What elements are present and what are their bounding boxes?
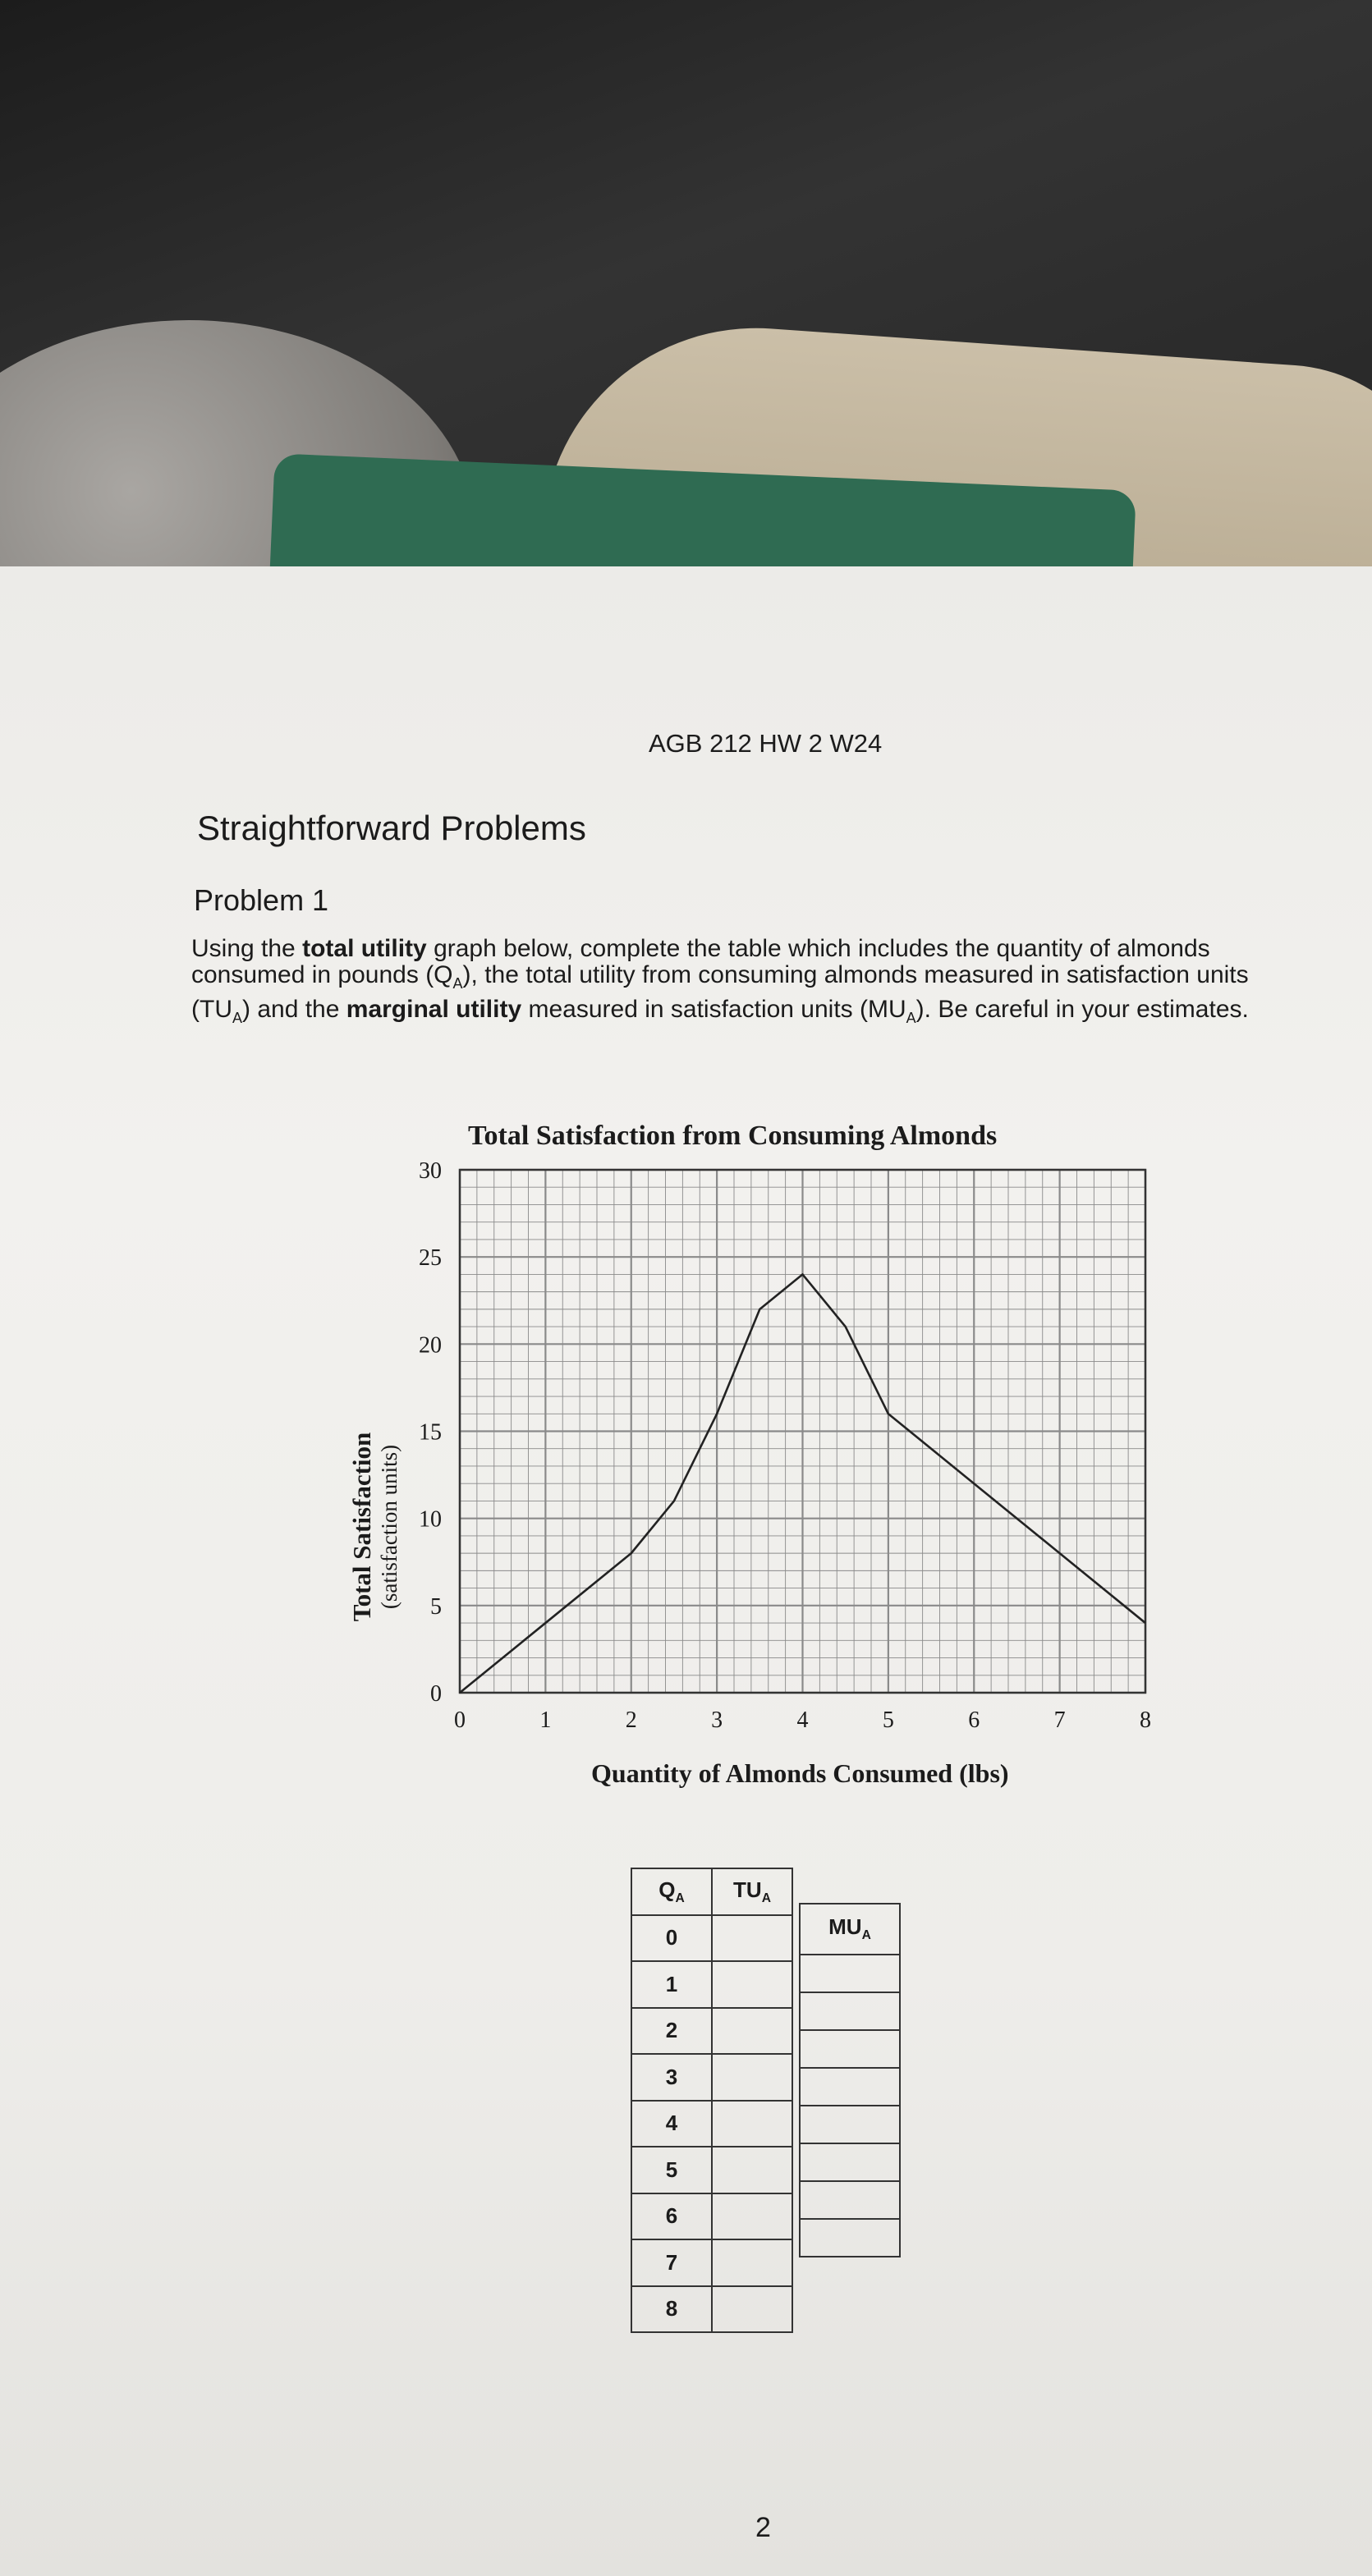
instruction-segment: ). Be careful in your estimates. xyxy=(915,996,1249,1023)
tu-header: $TU_A$ xyxy=(712,1868,792,1915)
mu-answer-cell[interactable] xyxy=(800,1992,900,2030)
page-header: AGB 212 HW 2 W24 xyxy=(649,729,883,758)
x-tick-label: 3 xyxy=(711,1707,723,1733)
table-row xyxy=(800,2181,900,2219)
y-tick-label: 25 xyxy=(419,1245,442,1272)
y-tick-label: 20 xyxy=(419,1332,442,1359)
q-cell: 6 xyxy=(631,2193,712,2240)
table-row xyxy=(631,2147,792,2193)
table-row xyxy=(800,2106,900,2143)
instruction-segment: A xyxy=(906,1010,916,1026)
mu-answer-cell[interactable] xyxy=(800,2030,900,2068)
tu-answer-cell[interactable] xyxy=(712,2239,792,2286)
x-axis-label: Quantity of Almonds Consumed (lbs) xyxy=(591,1758,1009,1788)
table-row xyxy=(800,2030,900,2068)
instruction-segment: ), the total utility from consuming almonds measured in satisfaction units (TU xyxy=(191,961,1249,1023)
chart-title: Total Satisfaction from Consuming Almonds xyxy=(468,1121,998,1151)
table-row xyxy=(631,2101,792,2147)
y-tick-label: 0 xyxy=(430,1681,442,1707)
table-row xyxy=(800,1992,900,2030)
table-row xyxy=(631,2054,792,2101)
tu-answer-cell[interactable] xyxy=(712,2101,792,2147)
tu-answer-cell[interactable] xyxy=(712,2054,792,2101)
q-cell: 2 xyxy=(631,2008,712,2055)
q-cell: 7 xyxy=(631,2239,712,2286)
x-tick-label: 1 xyxy=(539,1707,552,1733)
instruction-segment: marginal utility xyxy=(346,996,522,1023)
mu-header: $MU_A$ xyxy=(800,1904,900,1955)
instruction-segment: A xyxy=(232,1010,242,1026)
tu-answer-cell[interactable] xyxy=(712,2008,792,2055)
instruction-segment: A xyxy=(452,975,463,992)
table-row xyxy=(631,2193,792,2240)
instruction-segment: total utility xyxy=(302,935,427,962)
q-cell: 1 xyxy=(631,1961,712,2008)
q-cell: 8 xyxy=(631,2286,712,2333)
table-row xyxy=(800,2143,900,2181)
x-tick-label: 4 xyxy=(796,1707,809,1733)
x-tick-label: 2 xyxy=(625,1707,637,1733)
x-tick-label: 8 xyxy=(1140,1707,1151,1733)
q-cell: 5 xyxy=(631,2147,712,2193)
tu-answer-cell[interactable] xyxy=(712,1961,792,2008)
table-row xyxy=(631,1961,792,2008)
instruction-segment: ) and the xyxy=(242,996,346,1023)
mu-answer-cell[interactable] xyxy=(800,2219,900,2257)
mu-answer-cell[interactable] xyxy=(800,2106,900,2143)
q-header: $Q_A$ xyxy=(631,1868,712,1915)
tu-answer-cell[interactable] xyxy=(712,2286,792,2333)
q-cell: 0 xyxy=(631,1915,712,1962)
instruction-segment: Using the xyxy=(191,935,303,962)
y-axis-label-units: (satisfaction units) xyxy=(377,1444,402,1610)
table-row xyxy=(631,2239,792,2286)
y-tick-label: 30 xyxy=(419,1158,442,1184)
mu-answer-cell[interactable] xyxy=(800,2143,900,2181)
section-title: Straightforward Problems xyxy=(197,809,586,847)
table-row xyxy=(800,1955,900,1992)
y-tick-label: 15 xyxy=(419,1419,442,1446)
tu-answer-cell[interactable] xyxy=(712,1915,792,1962)
y-tick-label: 5 xyxy=(430,1593,442,1620)
problem-title: Problem 1 xyxy=(194,883,329,917)
x-tick-label: 0 xyxy=(454,1707,466,1733)
instruction-segment: graph below, complete the table which includes the quantity of almonds consumed in pounds (Q xyxy=(191,935,1210,988)
table-row xyxy=(800,2219,900,2257)
mu-answer-cell[interactable] xyxy=(800,2068,900,2106)
x-tick-label: 5 xyxy=(882,1707,894,1733)
y-axis-label-main: Total Satisfaction xyxy=(347,1432,376,1622)
x-tick-label: 6 xyxy=(968,1707,980,1733)
table-row xyxy=(631,1915,792,1962)
table-row xyxy=(631,2286,792,2333)
quantity-utility-table xyxy=(631,1868,793,2333)
tu-answer-cell[interactable] xyxy=(712,2193,792,2240)
tu-answer-cell[interactable] xyxy=(712,2147,792,2193)
mu-answer-cell[interactable] xyxy=(800,2181,900,2219)
x-tick-label: 7 xyxy=(1053,1707,1066,1733)
instruction-segment: measured in satisfaction units (MU xyxy=(521,996,906,1023)
table-row xyxy=(800,2068,900,2106)
page-number: 2 xyxy=(755,2512,771,2543)
marginal-utility-table xyxy=(799,1903,901,2257)
mu-answer-cell[interactable] xyxy=(800,1955,900,1992)
q-cell: 4 xyxy=(631,2101,712,2147)
table-row xyxy=(631,2008,792,2055)
q-cell: 3 xyxy=(631,2054,712,2101)
y-tick-label: 10 xyxy=(419,1506,442,1533)
